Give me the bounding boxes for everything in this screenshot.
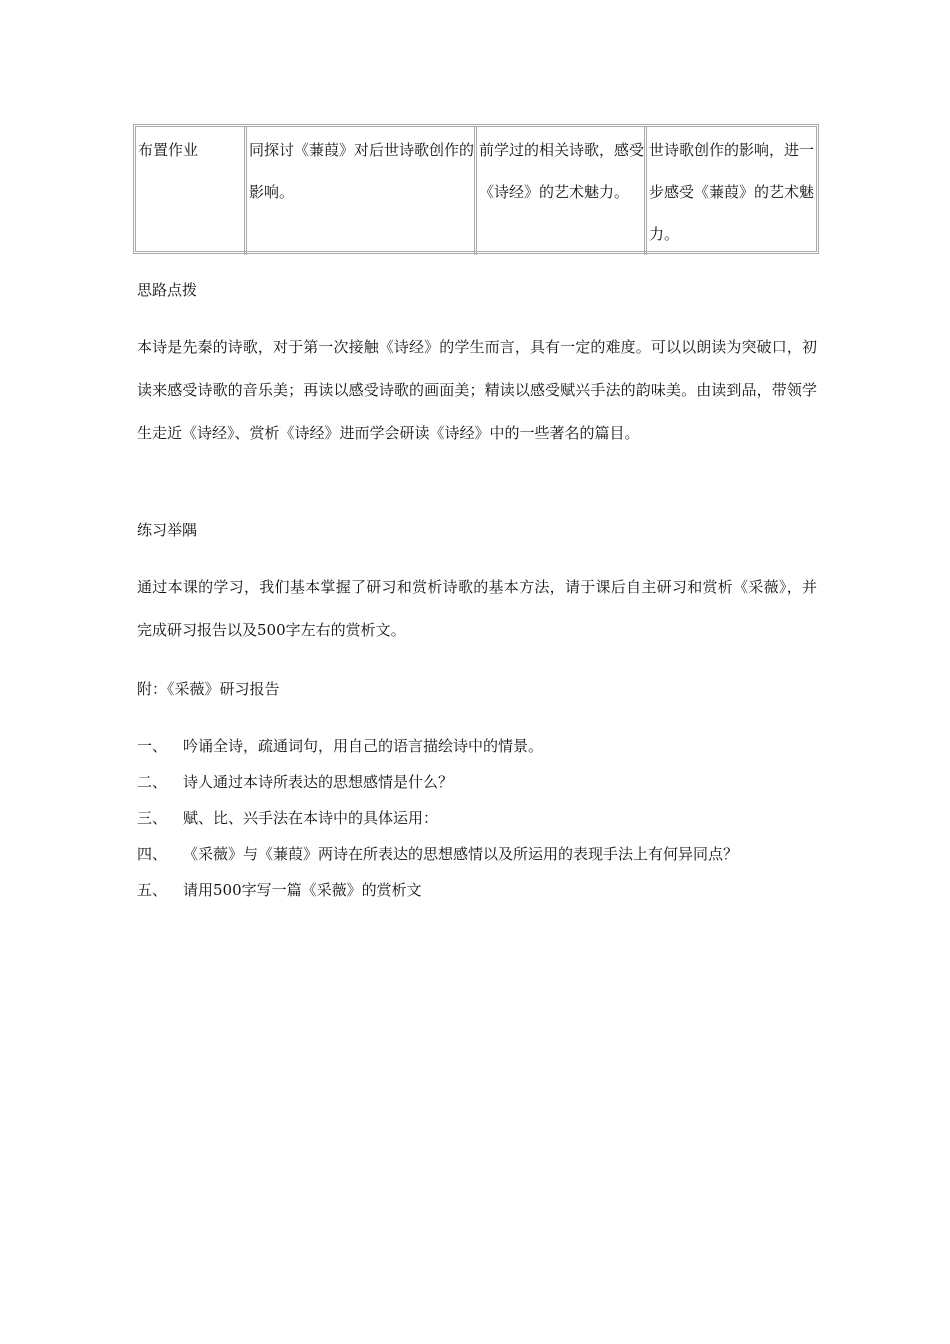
- table-cell-content: 同探讨《蒹葭》对后世诗歌创作的影响。: [244, 127, 474, 255]
- list-item-text: 诗人通过本诗所表达的思想感情是什么？: [183, 773, 454, 791]
- list-item: [137, 770, 817, 806]
- list-item-text: 赋、比、兴手法在本诗中的具体运用：: [183, 809, 439, 827]
- section-heading-practice: 练习举隅: [137, 521, 198, 539]
- section-body-practice: 通过本课的学习，我们基本掌握了研习和赏析诗歌的基本方法，请于课后自主研习和赏析《采薇》，并完成研习报告以及500字左右的赏析文。: [137, 578, 817, 639]
- section-body-thinking: 本诗是先秦的诗歌，对于第一次接触《诗经》的学生而言，具有一定的难度。可以以朗读为突破口，初读来感受诗歌的音乐美；再读以感受诗歌的画面美；精读以感受赋兴手法的韵味美。由读到品，带领学生走近《诗经》、赏析《诗经》进而学会研读《诗经》中的一些著名的篇目。: [137, 338, 817, 442]
- list-item: [137, 842, 817, 878]
- table-row: [136, 127, 816, 255]
- list-item-number: 五、: [137, 881, 168, 899]
- list-item: [137, 806, 817, 842]
- list-item-text: 请用500字写一篇《采薇》的赏析文: [183, 881, 422, 899]
- list-item: [137, 878, 817, 914]
- table-cell-stage: 布置作业: [138, 141, 199, 159]
- table-cell-intent: 世诗歌创作的影响，进一步感受《蒹葭》的艺术魅力。: [644, 127, 816, 255]
- list-item-text: 吟诵全诗，疏通词句，用自己的语言描绘诗中的情景。: [183, 737, 544, 755]
- section-heading-thinking: 思路点拨: [137, 281, 198, 299]
- list-item-text: 《采薇》与《蒹葭》两诗在所表达的思想感情以及所运用的表现手法上有何异同点？: [183, 845, 739, 863]
- homework-table-grid: [136, 127, 816, 255]
- list-item: [137, 734, 817, 770]
- list-item-number: 四、: [137, 845, 168, 863]
- list-item-number: 一、: [137, 737, 168, 755]
- table-cell-student-activity: 前学过的相关诗歌，感受《诗经》的艺术魅力。: [474, 127, 644, 255]
- homework-table: [133, 124, 819, 254]
- list-item-number: 二、: [137, 773, 168, 791]
- appendix-heading: 附：《采薇》研习报告: [137, 680, 280, 698]
- list-item-number: 三、: [137, 809, 168, 827]
- report-question-list: [137, 734, 817, 914]
